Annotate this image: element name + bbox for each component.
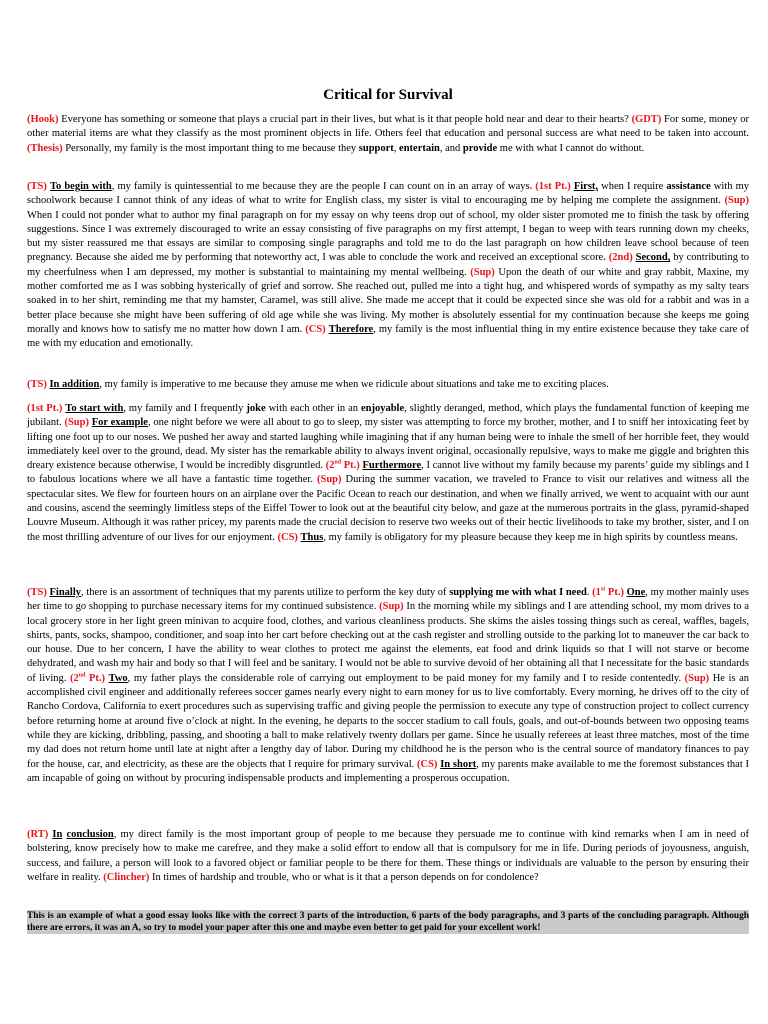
body-paragraph-2-topic: (TS) In addition, my family is imperative to me because they amuse me when we ridicule about situations and take me to exciting places. [27,379,609,390]
rt-label: (RT) [27,829,49,840]
body-paragraph-3: (TS) Finally, there is an assortment of techniques that my parents utilize to perform the key duty of supplying me with what I need. (1st Pt.) One, my mother mainly uses her time to go shopping to purchase necessary items for my continued subsistence. (Sup) In the morning while my siblings and I are attending school, my mom drives to a local grocery store in her light green minivan to acquire food, clothes, and various cleanliness products. She skims the aisles tossing things such as cereal, waffles, bagels, shirts, pants, socks, shampoo, conditioner, and soap into her cart before checking out at the cash register and strolling outside to the parking lot to maneuver the car back to our house. Due to her concern, I have the ability to wear clothes to protect me against the elements, eat food and drink liquids so that I will not starve or become dehydrated, and wash my hair and body so that I will feel and be sanitary. I would not be able to survive devoid of her obtaining all that I necessitate for the basic standards of living. (2nd Pt.) Two, my father plays the considerable role of carrying out employment to be paid money for my family and I to reside contentedly. (Sup) He is an accomplished civil engineer and additionally referees soccer games nearly every night to earn money for us to live comfortably. Every morning, he drives off to the city of Rancho Cordova, California to exert procedures such as supervising traffic and giving people the permission to execute any type of construction project to collect currency before returning home at around five o’clock at night. In the evening, he departs to the soccer stadium to call fouls, goals, and out-of-bounds between two opposing teams while they are kicking, dribbling, passing, and shooting a ball to make relatively twenty dollars per game. Since he usually referees at least three matches, most of the time my dad does not return home until late at night after a lengthy day of labor. During my childhood he is the person who is the central source of mandatory finances to pay for the house, car, and electricity, as these are the objects that I require for primary survival. (CS) In short, my parents make available to me the foremost substances that I am incapable of going on without by procuring indispensable products and implementing a prosperous occupation. [27,586,750,784]
sup-label: (Sup) [317,474,342,486]
thesis-label: (Thesis) [27,142,63,154]
cs-label: (CS) [417,758,438,770]
cs-label: (CS) [277,531,298,543]
body-paragraph-2: (1st Pt.) To start with, my family and I frequently joke with each other in an enjoyable, slightly deranged, method, which plays the fundamental function of keeping me jubilant. (Sup) For example, one night before we were all about to go to sleep, my sister was attempting to force my brother, mother, and I to sniff her intoxicating feet by lifting one foot up to our noses. We pushed her away and started laughing while imagining that if any human being were to inhale the smell of her horrible feet, they would immediately keel over to the ground, dead. My sister has the remarkable ability to always invent original, occasionally repulsive, ways to make me giggle and brighten this dreary existence because otherwise, I would be incredibly disgruntled. (2nd Pt.) Furthermore, I cannot live without my family because my parents’ guide my siblings and I to fabulous locations where we all have a fantastic time together. (Sup) During the summer vacation, we traveled to France to visit our relatives and witness all the spectacular sites. We flew for fourteen hours on an airplane over the Pacific Ocean to reach our destination, and when we finally arrived, we went to acquaint with our aunt and cousins, ascend the seemingly limitless steps of the Eiffel Tower to look out at the beautiful city below, and gaze at the numerous portraits in the glass, pyramid-shaped Louvre Museum. Although it was rather pricey, my parents made the crucial decision to reserve two weeks out of their hectic livelihoods to take my brother, sister, and I on the most thrilling adventure of our lives for our enjoyment. (CS) Thus, my family is obligatory for my pleasure because they keep me in high spirits by countless means. [27,403,750,543]
pt2-label: (2nd) [608,252,633,264]
pt1-label: (1st Pt.) [27,403,63,414]
pt2-label: (2nd Pt.) [70,672,106,684]
clincher-label: (Clincher) [103,871,150,883]
body-paragraph-1: (TS) To begin with, my family is quintessential to me because they are the people I can count on in an array of ways. (1st Pt.) First, when I require assistance with my schoolwork because I cannot think of any ideas of what to write for English class, my sister is vital to encouraging me by helping me complete the assignment. (Sup) When I could not ponder what to author my final paragraph on for my essay on why teens drop out of school, my older sister promoted me to finish the task by offering suggestions. Since I was extremely discouraged to write an essay consisting of five paragraphs on my first attempt, I began to weep with tears running down my cheeks, but my sister reassured me that essays are similar to composing single paragraphs and told me to do the last paragraph on how children leave school because of teen pregnancy. Because she aided me by performing that noteworthy act, I was able to conclude the work and received an exceptional score. (2nd) Second, by contributing to my cheerfulness when I am depressed, my mother is substantial to maintaining my mental wellbeing. (Sup) Upon the death of our white and gray rabbit, Maxine, my mother comforted me as I was sobbing hysterically of grief and sorrow. She reached out, pulled me into a tight hug, and whispered words of sympathy as my salty tears soaked in to her shirt, reminding me that my hamster, Caramel, was still alive. She made me accept that it could be expected since she was old for a rabbit and was in a better place because she might have been suffering of old age while she was living. My mother is absolutely essential for my continuation because she keeps me going morally and knows how to satisfy me no matter how down I am. (CS) Therefore, my family is the most influential thing in my entire existence because they take care of me with my education and emotionally. [27,181,750,350]
pt2-label: (2nd Pt.) [325,459,360,472]
ts-label: (TS) [27,587,47,598]
ts-label: (TS) [27,379,47,390]
pt1-label: (1st Pt.) [592,586,624,598]
sup-label: (Sup) [64,417,89,429]
essay-title: Critical for Survival [323,87,453,103]
sup-label: (Sup) [724,195,749,207]
pt1-label: (1st Pt.) [535,181,571,192]
ts-label: (TS) [27,181,47,192]
sup-label: (Sup) [684,672,710,684]
intro-paragraph: (Hook) Everyone has something or someone that plays a crucial part in their lives, but what is it that people hold near and dear to their hearts? (GDT) For some, money or other material items are what they classify as the most prominent objects in life. Others feel that education and personal success are what need to be taken into account. (Thesis) Personally, my family is the most important thing to me because they support, entertain, and provide me with what I cannot do without. [27,114,750,154]
gdt-label: (GDT) [631,114,662,125]
sup-label: (Sup) [379,601,404,613]
hook-label: (Hook) [27,114,59,125]
cs-label: (CS) [305,323,326,335]
conclusion-paragraph: (RT) In conclusion, my direct family is the most important group of people to me because they persuade me to continue with kind remarks when I am in need of bolstering, know precisely how to make me carefree, and they make a solid effort to endow all that is compulsory for me in life. During periods of joyousness, anguish, success, and failure, a person will look to a favored object or familiar people to be there for them. These things or individuals are valuable to the person by ensuring their welfare in reality. (Clincher) In times of hardship and trouble, who or what is it that a person depends on for condolence? [27,829,750,883]
highlighted-note: This is an example of what a good essay looks like with the correct 3 parts of the introduction, 6 parts of the body paragraphs, and 3 parts of the concluding paragraph. Although there are errors, it was an A, so try to model your paper after this one and maybe even better to get paid for your excellent work! [27,911,749,933]
sup-label: (Sup) [470,266,495,278]
transition-to-begin-with: To begin with [49,181,112,192]
